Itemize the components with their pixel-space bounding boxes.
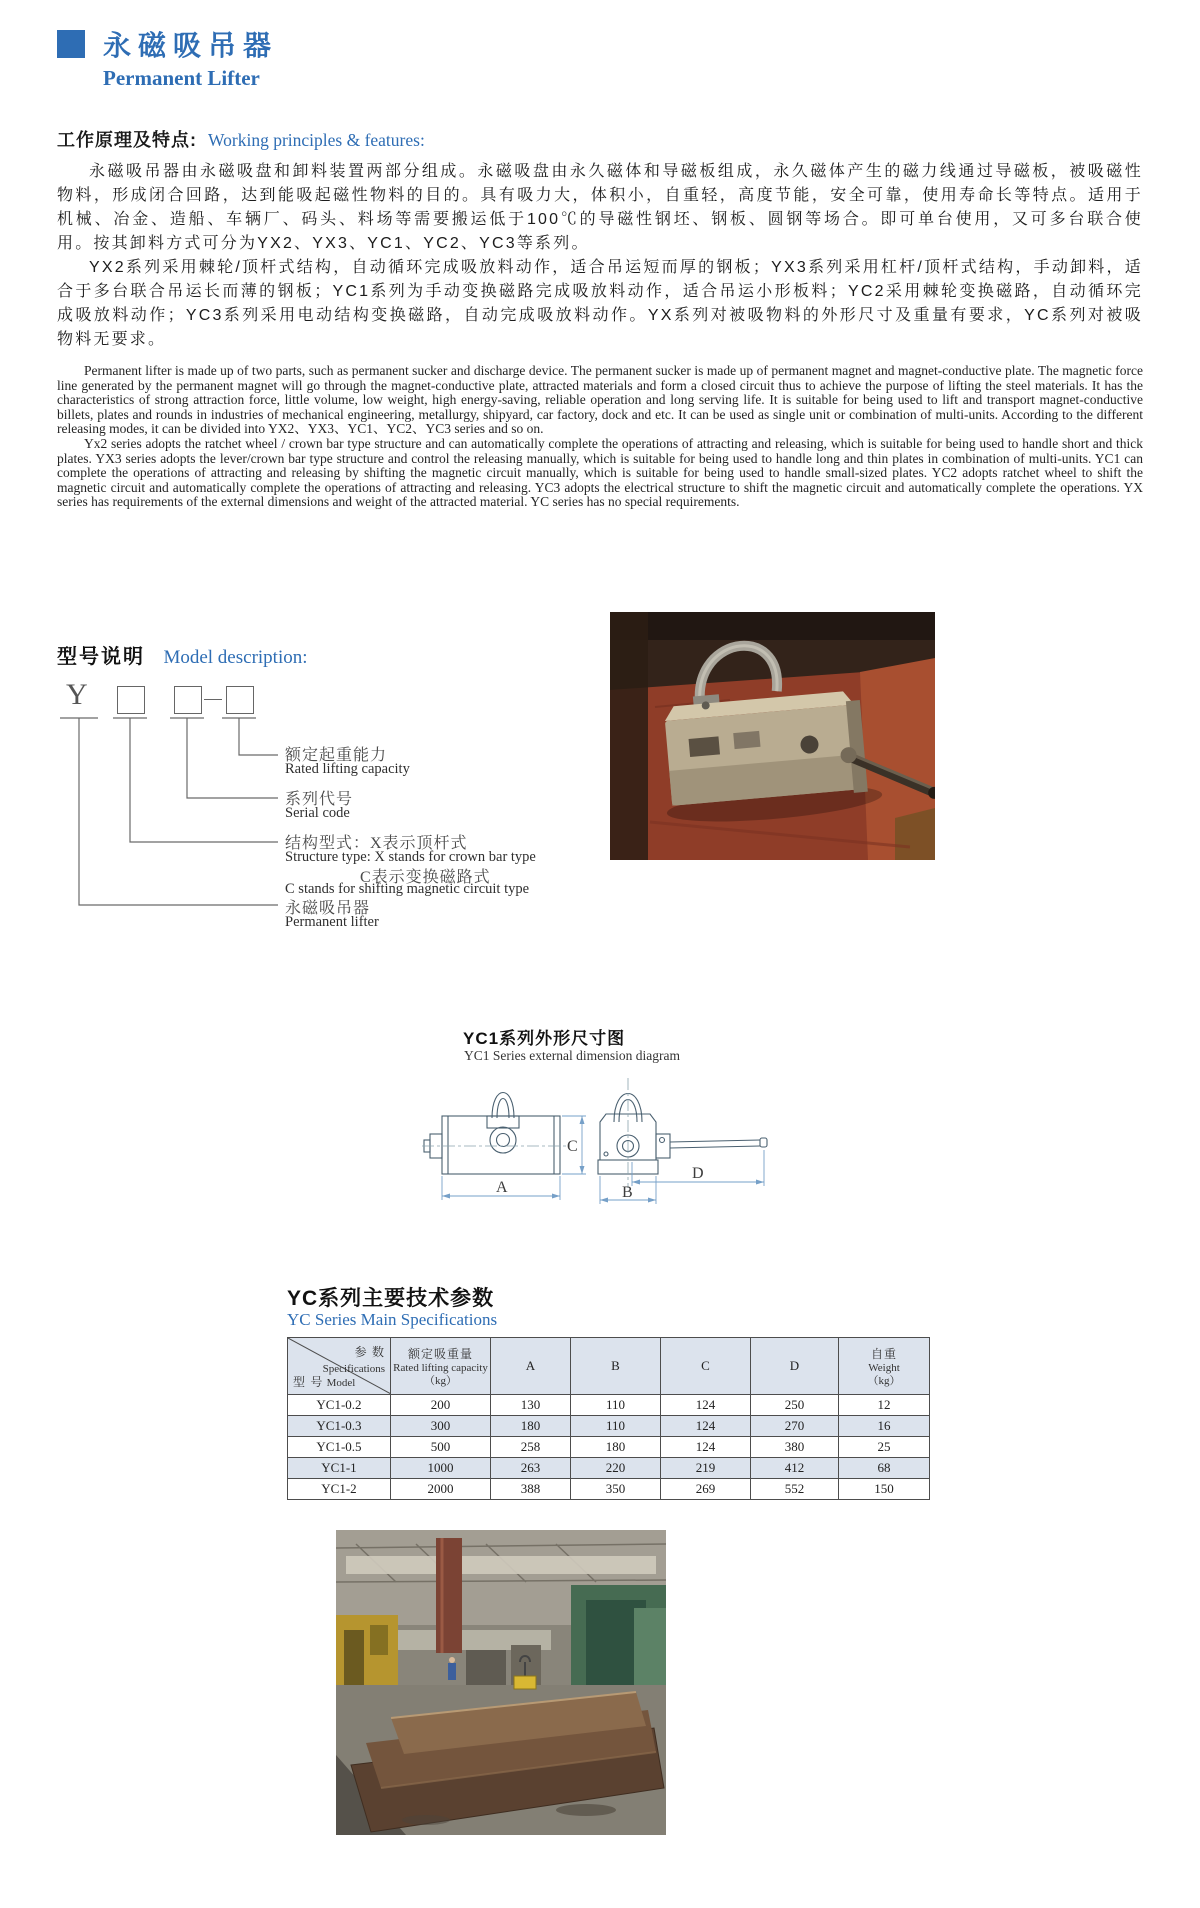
principles-en-paragraph-2: Yx2 series adopts the ratchet wheel / crown bar type structure and can automatically complete the operations of attracting and releasing, which is suitable for being used to handle short and thick plates. YX3 series adopts the lever/crown bar type structure and control the releasing manually, which is suitable for being used to handle long and thin plates in combination of multi-units. YC1 can complete the operations of attracting and releasing by shifting the magnetic circuit manually, which is suitable for being used to handle small-sized plates. YC2 adopts ratchet wheel to shift the magnetic circuit and automatically complete the operations of attracting and releasing. YC3 adopts the electrical structure to shift the magnetic circuit and automatically complete the operations. YX series has requirements of the external dimensions and weight of the attracted material. YC series has no special requirements. — [57, 435, 1143, 510]
label-permanent-lifter-en: Permanent lifter — [285, 914, 379, 930]
table-row — [288, 1395, 930, 1416]
cell-a: 258 — [491, 1437, 571, 1458]
cell-d: 552 — [751, 1479, 839, 1500]
corner-param-en: Specifications — [322, 1363, 385, 1375]
col-capacity-unit: （kg） — [424, 1374, 457, 1387]
label-rated-capacity-en: Rated lifting capacity — [285, 761, 410, 777]
page-title-cn: 永磁吸吊器 — [103, 30, 279, 61]
cell-b: 110 — [571, 1395, 661, 1416]
cell-c: 124 — [661, 1416, 751, 1437]
model-description-heading — [57, 640, 308, 669]
label-serial-code-cn: 系列代号 — [285, 791, 354, 808]
cell-capacity: 1000 — [391, 1458, 491, 1479]
cell-c: 269 — [661, 1479, 751, 1500]
cell-b: 110 — [571, 1416, 661, 1437]
cell-c: 219 — [661, 1458, 751, 1479]
cell-b: 180 — [571, 1437, 661, 1458]
specs-heading-en: YC Series Main Specifications — [287, 1310, 498, 1329]
table-row — [288, 1479, 930, 1500]
cell-model: YC1-0.3 — [288, 1416, 391, 1437]
product-photo — [610, 612, 935, 860]
cell-a: 180 — [491, 1416, 571, 1437]
label-serial-code-en: Serial code — [285, 805, 350, 821]
principles-cn-paragraph-1: 永磁吸吊器由永磁吸盘和卸料装置两部分组成。永磁吸盘由永久磁体和导磁板组成，永久磁体产生的磁力线通过导磁板，被吸磁性物料，形成闭合回路，达到能吸起磁性物料的目的。具有吸力大，体积小，自重轻，高度节能，安全可靠，使用寿命长等特点。适用于机械、冶金、造船、车辆厂、码头、料场等需要搬运低于100℃的导磁性钢坯、钢板、圆钢等场合。即可单台使用，又可多台联合使用。按其卸料方式可分为YX2、YX3、YC1、YC2、YC3等系列。 — [57, 163, 1143, 252]
cell-a: 388 — [491, 1479, 571, 1500]
cell-weight: 25 — [839, 1437, 930, 1458]
principles-cn-paragraph-2: YX2系列采用棘轮/顶杆式结构，自动循环完成吸放料动作，适合吊运短而厚的钢板；YX3系列采用杠杆/顶杆式结构，手动卸料，适合于多台联合吊运长而薄的钢板；YC1系列为手动变换磁路完成吸放料动作，适合吊运小形板料；YC2采用棘轮变换磁路，自动循环完成吸放料动作；YC3系列采用电动结构变换磁路，自动完成吸放料动作。YX系列对被吸物料的外形尺寸及重量有要求，YC系列对被吸物料无要求。 — [57, 259, 1143, 348]
label-rated-capacity-cn: 额定起重能力 — [285, 747, 388, 764]
cell-capacity: 2000 — [391, 1479, 491, 1500]
principles-heading-en: Working principles & features: — [208, 130, 425, 150]
cell-a: 130 — [491, 1395, 571, 1416]
cell-b: 220 — [571, 1458, 661, 1479]
col-capacity-en: Rated lifting capacity — [393, 1361, 488, 1374]
col-header-d: D — [751, 1338, 839, 1395]
cell-model: YC1-2 — [288, 1479, 391, 1500]
label-structure-type-en: Structure type: X stands for crown bar type — [285, 849, 536, 865]
col-header-capacity — [391, 1338, 491, 1395]
cell-capacity: 500 — [391, 1437, 491, 1458]
blue-square-bullet-icon — [57, 30, 85, 58]
cell-d: 412 — [751, 1458, 839, 1479]
model-code-letter: Y — [66, 678, 88, 711]
page-title-en: Permanent Lifter — [103, 66, 260, 90]
corner-model-cn: 型 号 — [293, 1375, 324, 1389]
specs-table — [287, 1337, 930, 1500]
col-header-a: A — [491, 1338, 571, 1395]
cell-d: 270 — [751, 1416, 839, 1437]
principles-section — [57, 128, 1143, 510]
col-header-weight — [839, 1338, 930, 1395]
label-structure-type-cn: 结构型式：X表示顶杆式 — [285, 835, 468, 852]
principles-heading-cn: 工作原理及特点: — [57, 130, 197, 150]
specs-heading-cn: YC系列主要技术参数 — [287, 1287, 495, 1310]
label-structure-type-en2: C stands for shifting magnetic circuit type — [285, 881, 530, 897]
yc1-diagram-heading-en: YC1 Series external dimension diagram — [464, 1048, 680, 1063]
yc1-dimension-drawing — [388, 1070, 788, 1235]
corner-model-en: Model — [326, 1377, 356, 1389]
corner-header-cell — [288, 1338, 391, 1395]
cell-weight: 12 — [839, 1395, 930, 1416]
yc1-diagram-heading-cn: YC1系列外形尺寸图 — [463, 1029, 626, 1048]
col-weight-en: Weight — [868, 1361, 900, 1374]
dim-label-b: B — [622, 1184, 633, 1201]
corner-param-cn: 参 数 — [354, 1345, 385, 1359]
dim-label-a: A — [496, 1179, 508, 1196]
cell-capacity: 300 — [391, 1416, 491, 1437]
label-structure-type-cn2: C表示变换磁路式 — [360, 869, 491, 886]
cell-d: 380 — [751, 1437, 839, 1458]
col-capacity-cn: 额定吸重量 — [407, 1346, 473, 1361]
col-header-c: C — [661, 1338, 751, 1395]
model-description-heading-en: Model description: — [163, 647, 308, 668]
col-weight-cn: 自重 — [870, 1346, 897, 1361]
table-row — [288, 1416, 930, 1437]
cell-b: 350 — [571, 1479, 661, 1500]
cell-model: YC1-0.2 — [288, 1395, 391, 1416]
dim-label-c: C — [567, 1138, 578, 1155]
col-header-b: B — [571, 1338, 661, 1395]
model-description-heading-cn: 型号说明 — [57, 646, 145, 668]
factory-photo — [336, 1530, 666, 1835]
cell-weight: 150 — [839, 1479, 930, 1500]
cell-weight: 68 — [839, 1458, 930, 1479]
table-row — [288, 1437, 930, 1458]
dim-label-d: D — [692, 1165, 704, 1182]
col-weight-unit: （kg） — [867, 1374, 901, 1387]
principles-en-paragraph-1: Permanent lifter is made up of two parts, such as permanent sucker and discharge device. The permanent sucker is made up of permanent magnet and magnet-conductive plate. The magnetic force line generated by the permanent magnet will go through the magnet-conductive plate, attracted materials and form a closed circuit thus to achieve the purpose of lifting the steel materials. It has the characteristics of strong attraction force, little volume, low weight, high energy-saving, reliable operation and long serving life. It is suitable for being used to lift and transport magnet-conductive billets, plates and rounds in industries of mechanical engineering, metallurgy, shipyard, car factory, dock and etc. It can be used as single unit or combination of multi-units. According to the different releasing modes, it can be divided into YX2、YX3、YC1、YC2、YC3 series and so on. — [57, 363, 1143, 437]
cell-c: 124 — [661, 1437, 751, 1458]
principles-heading — [57, 128, 1143, 152]
cell-d: 250 — [751, 1395, 839, 1416]
cell-model: YC1-1 — [288, 1458, 391, 1479]
label-permanent-lifter-cn: 永磁吸吊器 — [285, 900, 371, 917]
cell-c: 124 — [661, 1395, 751, 1416]
cell-model: YC1-0.5 — [288, 1437, 391, 1458]
cell-capacity: 200 — [391, 1395, 491, 1416]
cell-weight: 16 — [839, 1416, 930, 1437]
table-row — [288, 1458, 930, 1479]
cell-a: 263 — [491, 1458, 571, 1479]
